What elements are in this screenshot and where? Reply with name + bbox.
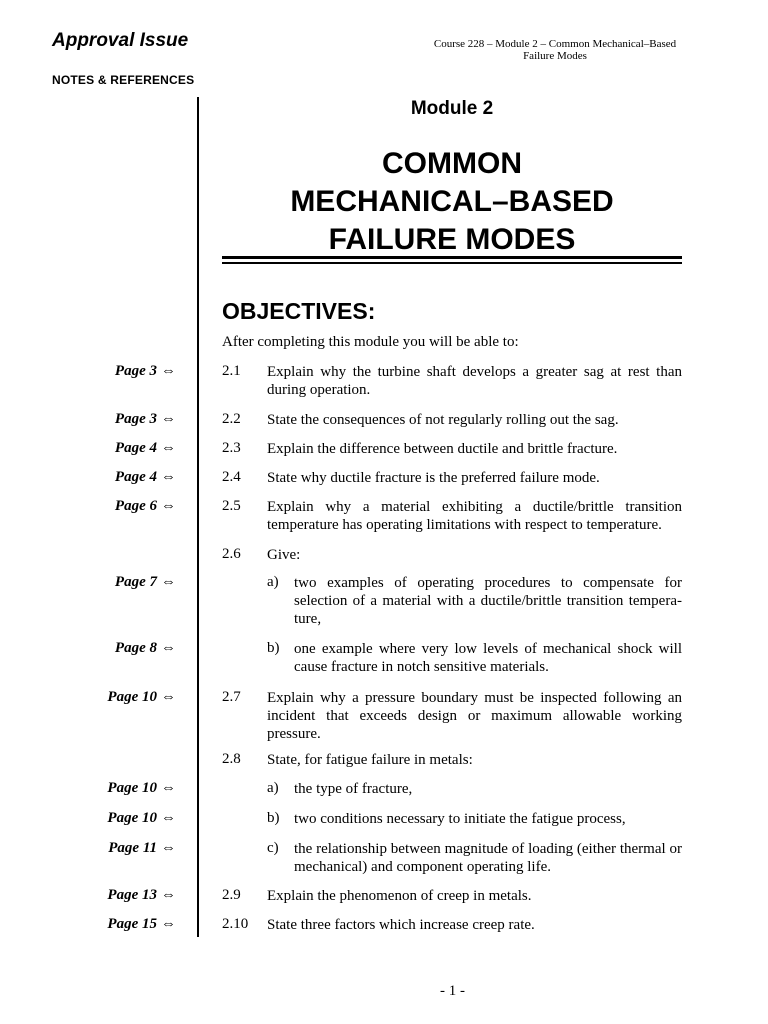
item-number: b) xyxy=(267,810,280,826)
page-reference: Page 7 ⇔ xyxy=(114,574,176,590)
title-divider-bottom xyxy=(222,262,682,264)
item-number: c) xyxy=(267,840,279,856)
double-arrow-icon: ⇔ xyxy=(161,411,176,427)
item-number: b) xyxy=(267,640,280,656)
item-number: 2.4 xyxy=(222,469,241,485)
item-text: Explain why the turbine shaft develops a greater sag at rest than during operation. xyxy=(267,364,682,398)
notes-references-label: NOTES & REFERENCES xyxy=(52,73,195,87)
page-reference: Page 10 ⇔ xyxy=(107,689,176,705)
item-text: two examples of operating procedures to compensate for selection of a material with a ductile/brittle transition tempera-ture, xyxy=(294,575,682,627)
double-arrow-icon: ⇔ xyxy=(161,498,176,514)
double-arrow-icon: ⇔ xyxy=(161,780,176,796)
page-reference: Page 3 ⇔ xyxy=(114,363,176,379)
item-text: Explain why a pressure boundary must be inspected following an incident that exceeds design or maximum allowable working pressure. xyxy=(267,690,682,742)
double-arrow-icon: ⇔ xyxy=(161,440,176,456)
item-number: 2.2 xyxy=(222,411,241,427)
title-divider-top xyxy=(222,256,682,259)
course-line-1: Course 228 – Module 2 – Common Mechanical–Based xyxy=(433,38,677,50)
item-text: Explain the phenomenon of creep in metals. xyxy=(267,888,532,904)
item-number: 2.10 xyxy=(222,916,249,932)
objectives-heading: OBJECTIVES: xyxy=(222,298,376,324)
course-line-2: Failure Modes xyxy=(523,50,587,62)
double-arrow-icon: ⇔ xyxy=(161,887,176,903)
page-reference: Page 6 ⇔ xyxy=(114,498,176,514)
item-text: State the consequences of not regularly rolling out the sag. xyxy=(267,412,619,428)
item-number: 2.9 xyxy=(222,887,241,903)
item-number: 2.1 xyxy=(222,363,241,379)
page-reference: Page 15 ⇔ xyxy=(107,916,176,932)
item-text: two conditions necessary to initiate the fatigue process, xyxy=(294,811,626,827)
title-line-2: MECHANICAL–BASED xyxy=(290,185,614,218)
item-number: 2.8 xyxy=(222,751,241,767)
double-arrow-icon: ⇔ xyxy=(161,469,176,485)
item-number: 2.7 xyxy=(222,689,241,705)
double-arrow-icon: ⇔ xyxy=(161,689,176,705)
page-reference: Page 10 ⇔ xyxy=(107,780,176,796)
item-number: 2.5 xyxy=(222,498,241,514)
double-arrow-icon: ⇔ xyxy=(161,640,176,656)
item-text: State three factors which increase creep rate. xyxy=(267,917,535,933)
double-arrow-icon: ⇔ xyxy=(161,363,176,379)
page-title xyxy=(222,145,682,259)
double-arrow-icon: ⇔ xyxy=(161,810,176,826)
page-number: - 1 - xyxy=(440,983,465,999)
item-text: State why ductile fracture is the preferred failure mode. xyxy=(267,470,600,486)
double-arrow-icon: ⇔ xyxy=(161,840,176,856)
item-text: Give: xyxy=(267,547,301,563)
double-arrow-icon: ⇔ xyxy=(161,916,176,932)
item-number: 2.3 xyxy=(222,440,241,456)
course-header xyxy=(400,38,710,62)
page-reference: Page 4 ⇔ xyxy=(114,440,176,456)
item-number: a) xyxy=(267,780,279,796)
item-number: 2.6 xyxy=(222,546,241,562)
page-reference: Page 11 ⇔ xyxy=(108,840,176,856)
approval-issue-label: Approval Issue xyxy=(52,30,189,51)
item-text: the relationship between magnitude of loading (either thermal or mechanical) and component operating life. xyxy=(294,841,682,875)
page-reference: Page 8 ⇔ xyxy=(114,640,176,656)
item-number: a) xyxy=(267,574,279,590)
item-text: the type of fracture, xyxy=(294,781,413,797)
page-reference: Page 10 ⇔ xyxy=(107,810,176,826)
module-label: Module 2 xyxy=(410,98,494,119)
item-text: Explain why a material exhibiting a ductile/brittle transition temperature has operating limitations with respect to temperature. xyxy=(267,499,682,533)
page-reference: Page 3 ⇔ xyxy=(114,411,176,427)
item-text: one example where very low levels of mechanical shock will cause fracture in notch sensitive materials. xyxy=(294,641,682,675)
objectives-intro: After completing this module you will be able to: xyxy=(222,334,519,350)
item-text: Explain the difference between ductile and brittle fracture. xyxy=(267,441,618,457)
title-line-3: FAILURE MODES xyxy=(328,223,576,256)
page-reference: Page 4 ⇔ xyxy=(114,469,176,485)
double-arrow-icon: ⇔ xyxy=(161,574,176,590)
title-line-1: COMMON xyxy=(382,147,522,180)
page-reference: Page 13 ⇔ xyxy=(107,887,176,903)
margin-rule xyxy=(197,97,199,937)
item-text: State, for fatigue failure in metals: xyxy=(267,752,473,768)
